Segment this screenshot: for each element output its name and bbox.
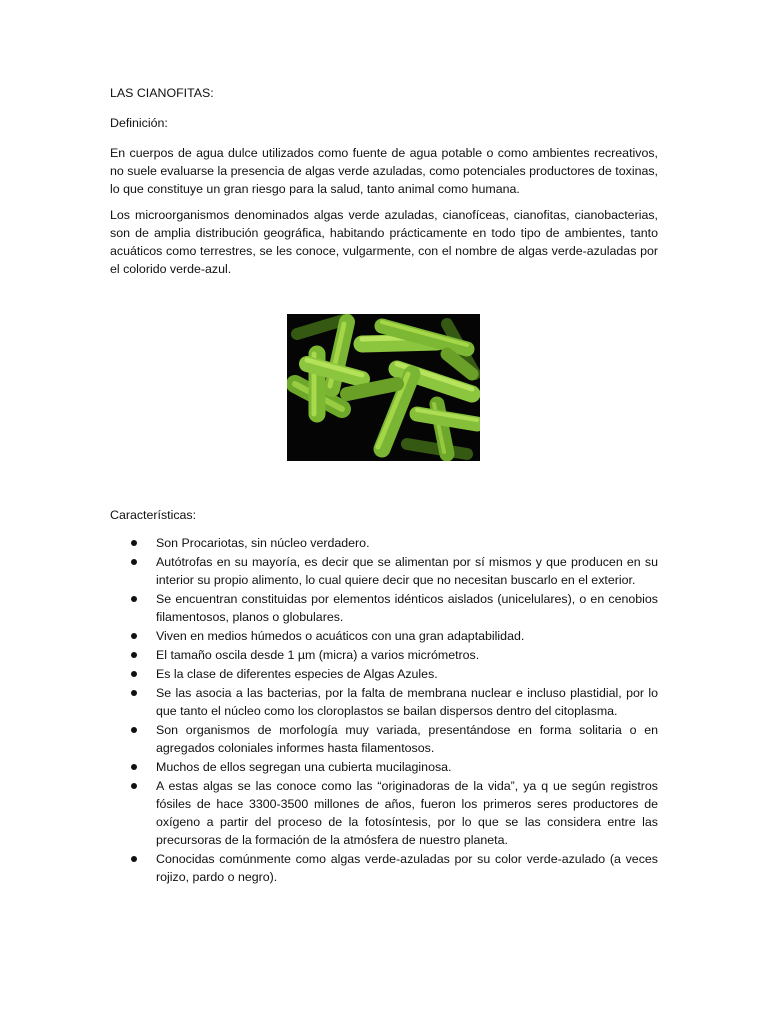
cyanobacteria-micrograph bbox=[287, 314, 480, 461]
list-item-text: El tamaño oscila desde 1 µm (micra) a varios micrómetros. bbox=[156, 648, 480, 662]
list-item bbox=[110, 534, 658, 552]
list-item-text: Son Procariotas, sin núcleo verdadero. bbox=[156, 536, 370, 550]
bullet-icon bbox=[131, 764, 137, 770]
bullet-icon bbox=[131, 540, 137, 546]
list-item bbox=[110, 646, 658, 664]
micrograph-image bbox=[287, 314, 480, 461]
list-item-text: Muchos de ellos segregan una cubierta mucilaginosa. bbox=[156, 760, 452, 774]
list-item-text: A estas algas se las conoce como las “originadoras de la vida”, ya q ue según registros fósiles de hace 3300-3500 millones de años, fueron los primeros seres productores de oxígeno a partir del proceso de la fotosíntesis, por lo que se las considera entre las precursoras de la formación de la atmósfera de nuestro planeta. bbox=[156, 779, 658, 847]
list-item bbox=[110, 721, 658, 757]
list-item-text: Autótrofas en su mayoría, es decir que se alimentan por sí mismos y que producen en su interior su propio alimento, lo cual quiere decir que no necesitan buscarlo en el exterior. bbox=[156, 555, 658, 587]
bullet-icon bbox=[131, 633, 137, 639]
bullet-icon bbox=[131, 856, 137, 862]
list-item bbox=[110, 553, 658, 589]
bullet-icon bbox=[131, 559, 137, 565]
characteristics-list bbox=[110, 534, 658, 886]
list-item bbox=[110, 665, 658, 683]
list-item bbox=[110, 758, 658, 776]
definition-paragraph: En cuerpos de agua dulce utilizados como fuente de agua potable o como ambientes recreativos, no suele evaluarse la presencia de algas verde azuladas, como potenciales productores de toxinas, lo que constituye un gran riesgo para la salud, tanto animal como humana. bbox=[110, 146, 658, 196]
list-item-text: Viven en medios húmedos o acuáticos con una gran adaptabilidad. bbox=[156, 629, 525, 643]
list-item bbox=[110, 627, 658, 645]
bullet-icon bbox=[131, 690, 137, 696]
bullet-icon bbox=[131, 671, 137, 677]
list-item-text: Es la clase de diferentes especies de Algas Azules. bbox=[156, 667, 438, 681]
document-title: LAS CIANOFITAS: bbox=[110, 86, 214, 100]
list-item bbox=[110, 850, 658, 886]
bullet-icon bbox=[131, 652, 137, 658]
definition-heading: Definición: bbox=[110, 116, 168, 130]
bullet-icon bbox=[131, 727, 137, 733]
list-item-text: Se las asocia a las bacterias, por la falta de membrana nuclear e incluso plastidial, por lo que tanto el núcleo como los cloroplastos se bailan dispersos dentro del citoplasma. bbox=[156, 686, 658, 718]
list-item bbox=[110, 777, 658, 849]
list-item-text: Se encuentran constituidas por elementos idénticos aislados (unicelulares), o en cenobios filamentosos, planos o globulares. bbox=[156, 592, 658, 624]
list-item bbox=[110, 684, 658, 720]
document-body bbox=[110, 84, 658, 887]
list-item bbox=[110, 590, 658, 626]
bullet-icon bbox=[131, 783, 137, 789]
characteristics-heading: Características: bbox=[110, 508, 197, 522]
microorganisms-paragraph: Los microorganismos denominados algas verde azuladas, cianofíceas, cianofitas, cianobacterias, son de amplia distribución geográfica, habitando prácticamente en todo tipo de ambientes, tanto acuáticos como terrestres, se les conoce, vulgarmente, con el nombre de algas verde-azuladas por el colorido verde-azul. bbox=[110, 208, 658, 276]
list-item-text: Son organismos de morfología muy variada, presentándose en forma solitaria o en agregados coloniales informes hasta filamentosos. bbox=[156, 723, 658, 755]
bullet-icon bbox=[131, 596, 137, 602]
list-item-text: Conocidas comúnmente como algas verde-azuladas por su color verde-azulado (a veces rojizo, pardo o negro). bbox=[156, 852, 658, 884]
figure-container bbox=[110, 314, 658, 461]
